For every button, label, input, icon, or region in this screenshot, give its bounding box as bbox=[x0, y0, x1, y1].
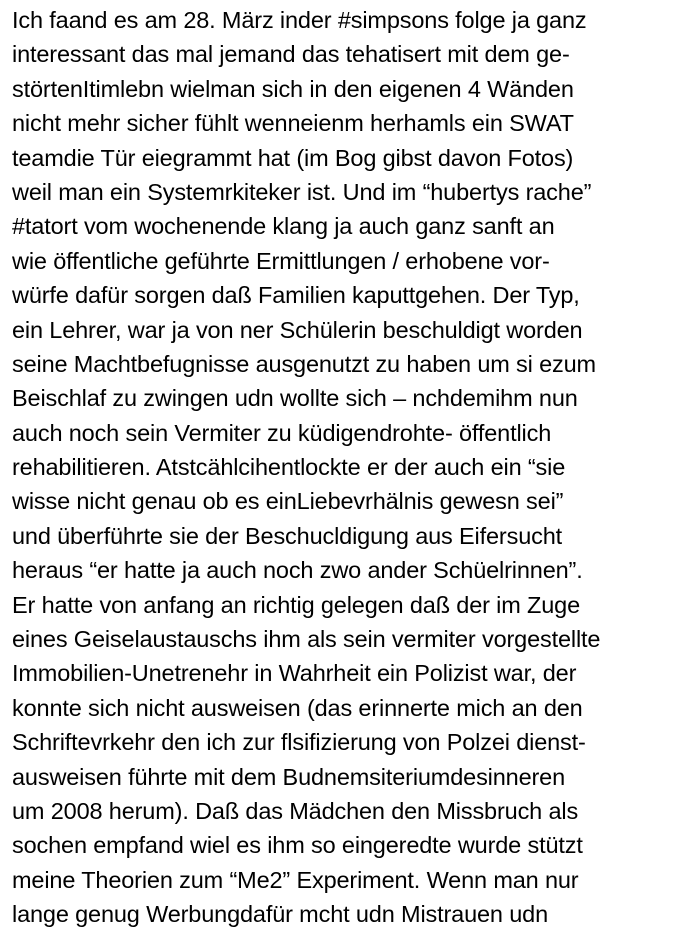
document-text bbox=[12, 3, 680, 932]
text-line: heraus “er hatte ja auch noch zwo ander Schüelrinnen”. bbox=[12, 557, 583, 584]
text-line: seine Machtbefugnisse ausgenutzt zu haben um si ezum bbox=[12, 350, 596, 377]
text-line: weil man ein Systemrkiteker ist. Und im “hubertys rache” bbox=[12, 178, 592, 205]
text-line: Beischlaf zu zwingen udn wollte sich – nchdemihm nun bbox=[12, 385, 578, 412]
text-line: #tatort vom wochenende klang ja auch ganz sanft an bbox=[12, 213, 555, 240]
text-line: ein Lehrer, war ja von ner Schülerin beschuldigt worden bbox=[12, 316, 583, 343]
text-line: Immobilien-Unetrenehr in Wahrheit ein Polizist war, der bbox=[12, 660, 577, 687]
text-line: nicht mehr sicher fühlt wenneienm herhamls ein SWAT bbox=[12, 110, 574, 137]
text-line: rehabilitieren. Atstcählcihentlockte er der auch ein “sie bbox=[12, 454, 566, 481]
text-line: Er hatte von anfang an richtig gelegen daß der im Zuge bbox=[12, 591, 581, 618]
text-line: interessant das mal jemand das tehatisert mit dem ge- bbox=[12, 41, 570, 68]
text-line: wisse nicht genau ob es einLiebevrhälnis gewesn sei” bbox=[12, 488, 564, 515]
text-line: lange genug Werbungdafür mcht udn Mistrauen udn bbox=[12, 901, 548, 928]
text-line: Ich faand es am 28. März inder #simpsons folge ja ganz bbox=[12, 7, 587, 33]
text-line: meine Theorien zum “Me2” Experiment. Wenn man nur bbox=[12, 866, 579, 893]
text-line: würfe dafür sorgen daß Familien kaputtgehen. Der Typ, bbox=[12, 282, 580, 309]
text-line: Schriftevrkehr den ich zur flsifizierung von Polzei dienst- bbox=[12, 729, 586, 756]
text-line: konnte sich nicht ausweisen (das erinnerte mich an den bbox=[12, 694, 583, 721]
text-line: wie öffentliche geführte Ermittlungen / erhobene vor- bbox=[12, 247, 550, 274]
text-line: um 2008 herum). Daß das Mädchen den Missbruch als bbox=[12, 797, 579, 824]
text-line: sochen empfand wiel es ihm so eingeredte wurde stützt bbox=[12, 832, 583, 859]
text-line: teamdie Tür eiegrammt hat (im Bog gibst davon Fotos) bbox=[12, 144, 574, 171]
text-line: eines Geiselaustauschs ihm als sein vermiter vorgestellte bbox=[12, 626, 601, 653]
text-line: ausweisen führte mit dem Budnemsiteriumdesinneren bbox=[12, 763, 566, 790]
text-line: störtenItimlebn wielman sich in den eigenen 4 Wänden bbox=[12, 75, 574, 102]
text-line: auch noch sein Vermiter zu küdigendrohte- öffentlich bbox=[12, 419, 552, 446]
text-line: und überführte sie der Beschucldigung aus Eifersucht bbox=[12, 522, 563, 549]
